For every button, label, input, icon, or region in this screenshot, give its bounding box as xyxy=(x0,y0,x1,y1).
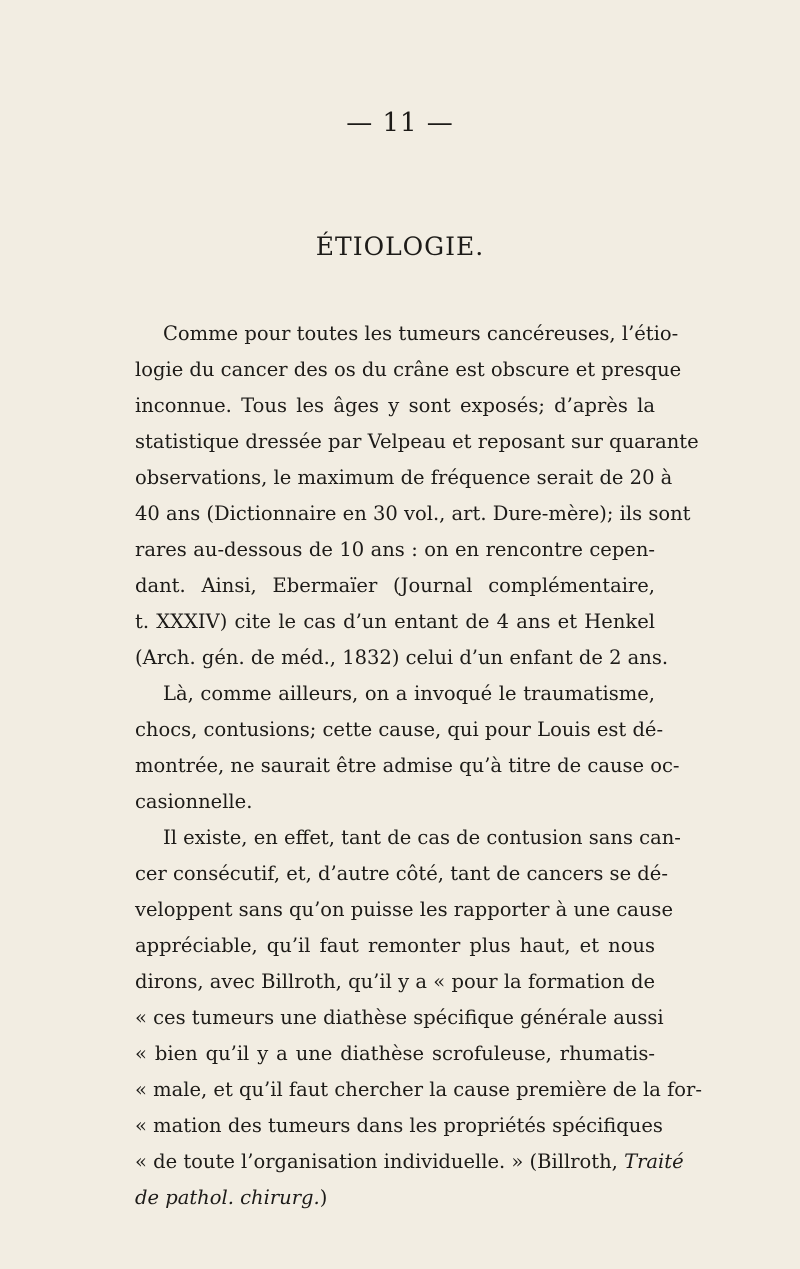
text-line: 40 ans (Dictionnaire en 30 vol., art. Dure-mère); ils sont xyxy=(135,502,691,525)
text-line-citation-start xyxy=(135,1144,684,1180)
text-line: inconnue. Tous les âges y sont exposés; d’après la xyxy=(135,394,655,417)
text-line: dant. Ainsi, Ebermaïer (Journal complémentaire, xyxy=(135,574,655,597)
text-line: observations, le maximum de fréquence serait de 20 à xyxy=(135,466,673,489)
citation-close: ) xyxy=(319,1186,328,1209)
text-line: (Arch. gén. de méd., 1832) celui d’un enfant de 2 ans. xyxy=(135,646,669,669)
text-line: chocs, contusions; cette cause, qui pour Louis est dé- xyxy=(135,718,664,741)
text-line: « male, et qu’il faut chercher la cause première de la for- xyxy=(135,1078,702,1101)
text-line: Là, comme ailleurs, on a invoqué le traumatisme, xyxy=(163,682,655,705)
text-line: logie du cancer des os du crâne est obscure et presque xyxy=(135,358,682,381)
text-line: montrée, ne saurait être admise qu’à titre de cause oc- xyxy=(135,754,680,777)
text-line-content: « de toute l’organisation individuelle. » (Billroth, xyxy=(135,1150,618,1173)
citation-title-part2: de pathol. chirurg. xyxy=(135,1186,320,1209)
body-text xyxy=(135,316,702,1216)
text-line: t. XXXIV) cite le cas d’un entant de 4 ans et Henkel xyxy=(135,610,655,633)
chapter-heading: ÉTIOLOGIE. xyxy=(315,232,485,261)
page-number: — 11 — xyxy=(346,108,454,138)
text-line: « ces tumeurs une diathèse spécifique générale aussi xyxy=(135,1006,664,1029)
text-line: veloppent sans qu’on puisse les rapporter à une cause xyxy=(135,898,673,921)
citation-line xyxy=(135,1180,655,1216)
text-line: « mation des tumeurs dans les propriétés spécifiques xyxy=(135,1114,663,1137)
text-line: Il existe, en effet, tant de cas de contusion sans can- xyxy=(163,826,681,849)
text-line: dirons, avec Billroth, qu’il y a « pour la formation de xyxy=(135,970,655,993)
text-line: Comme pour toutes les tumeurs cancéreuses, l’étio- xyxy=(163,322,679,345)
text-line: statistique dressée par Velpeau et reposant sur quarante xyxy=(135,430,699,453)
text-line: rares au-dessous de 10 ans : on en rencontre cepen- xyxy=(135,538,655,561)
citation-title-part1: Traité xyxy=(624,1150,684,1173)
text-line: casionnelle. xyxy=(135,790,253,813)
text-line: « bien qu’il y a une diathèse scrofuleuse, rhumatis- xyxy=(135,1042,655,1065)
text-line: cer consécutif, et, d’autre côté, tant de cancers se dé- xyxy=(135,862,668,885)
text-line: appréciable, qu’il faut remonter plus haut, et nous xyxy=(135,934,655,957)
